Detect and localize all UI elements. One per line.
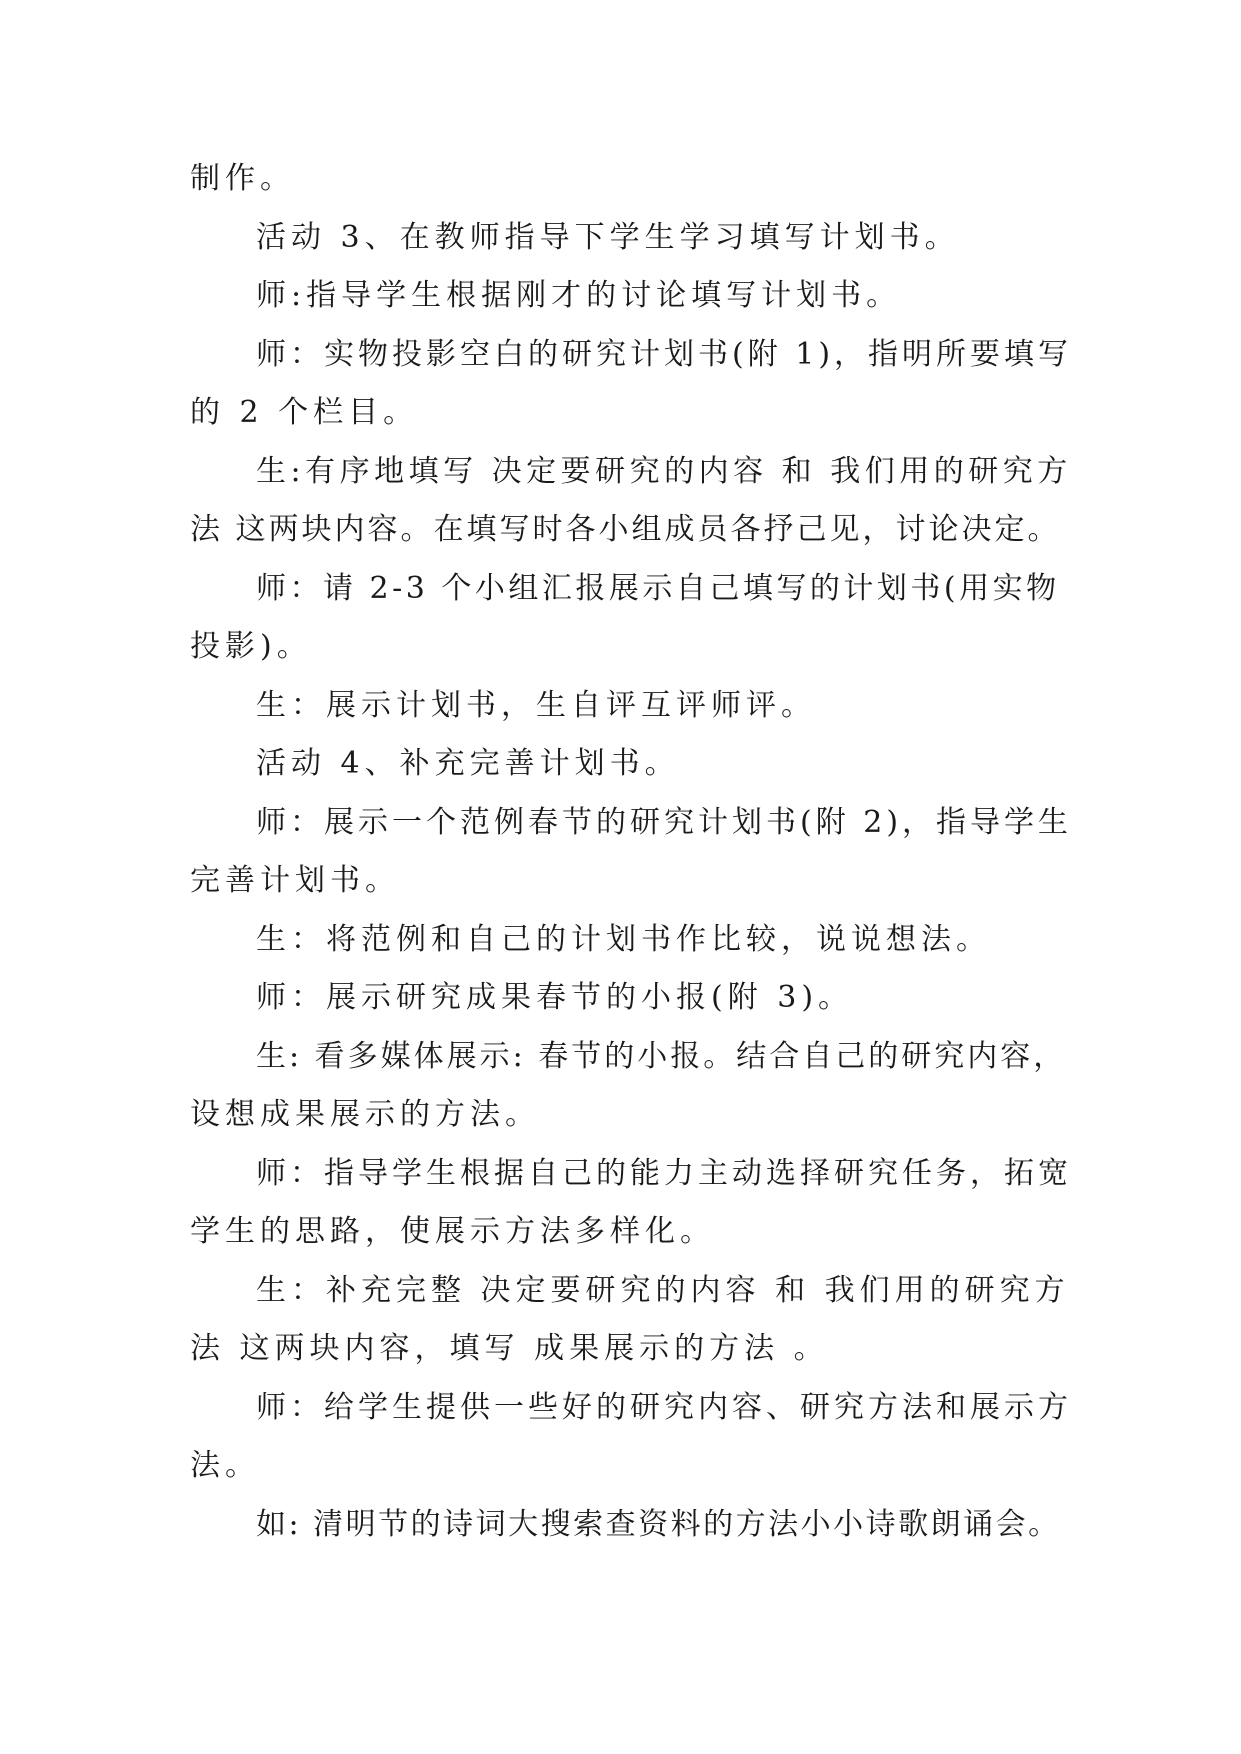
paragraph-line: 师：请 2-3 个小组汇报展示自己填写的计划书(用实物 xyxy=(256,570,1060,606)
paragraph-line: 完善计划书。 xyxy=(190,863,400,898)
paragraph-line: 生: 看多媒体展示: 春节的小报。结合自己的研究内容， xyxy=(256,1038,1067,1074)
paragraph-line: 生：将范例和自己的计划书作比较，说说想法。 xyxy=(256,921,991,957)
paragraph-line: 投影)。 xyxy=(190,629,312,664)
paragraph-line: 活动 4、补充完善计划书。 xyxy=(256,746,680,781)
paragraph-line: 学生的思路，使展示方法多样化。 xyxy=(190,1214,715,1249)
paragraph-line: 设想成果展示的方法。 xyxy=(190,1097,540,1132)
paragraph-line: 的 2 个栏目。 xyxy=(190,395,419,430)
paragraph-line: 活动 3、在教师指导下学生学习填写计划书。 xyxy=(256,219,960,255)
paragraph-line: 师：展示研究成果春节的小报(附 3)。 xyxy=(256,980,854,1015)
paragraph-line: 制作。 xyxy=(190,161,295,196)
paragraph-line: 师：实物投影空白的研究计划书(附 1)，指明所要填写 xyxy=(256,336,1073,372)
paragraph-line: 生：展示计划书，生自评互评师评。 xyxy=(256,687,816,723)
paragraph-line: 生:有序地填写 决定要研究的内容 和 我们用的研究方 xyxy=(256,453,1072,489)
paragraph-line: 生：补充完整 决定要研究的内容 和 我们用的研究方 xyxy=(256,1272,1070,1308)
paragraph-line: 师：给学生提供一些好的研究内容、研究方法和展示方 xyxy=(256,1389,1072,1425)
paragraph-line: 如: 清明节的诗词大搜索查资料的方法小小诗歌朗诵会。 xyxy=(256,1506,1061,1542)
paragraph-line: 法。 xyxy=(190,1448,260,1483)
paragraph-line: 师:指导学生根据刚才的讨论填写计划书。 xyxy=(256,278,902,313)
document-body xyxy=(190,150,1072,1554)
paragraph-line: 师：展示一个范例春节的研究计划书(附 2)，指导学生 xyxy=(256,804,1073,840)
paragraph-line: 法 这两块内容。在填写时各小组成员各抒己见，讨论决定。 xyxy=(190,512,1061,547)
paragraph-line: 法 这两块内容，填写 成果展示的方法 。 xyxy=(190,1331,829,1366)
paragraph-line: 师：指导学生根据自己的能力主动选择研究任务，拓宽 xyxy=(256,1155,1072,1191)
